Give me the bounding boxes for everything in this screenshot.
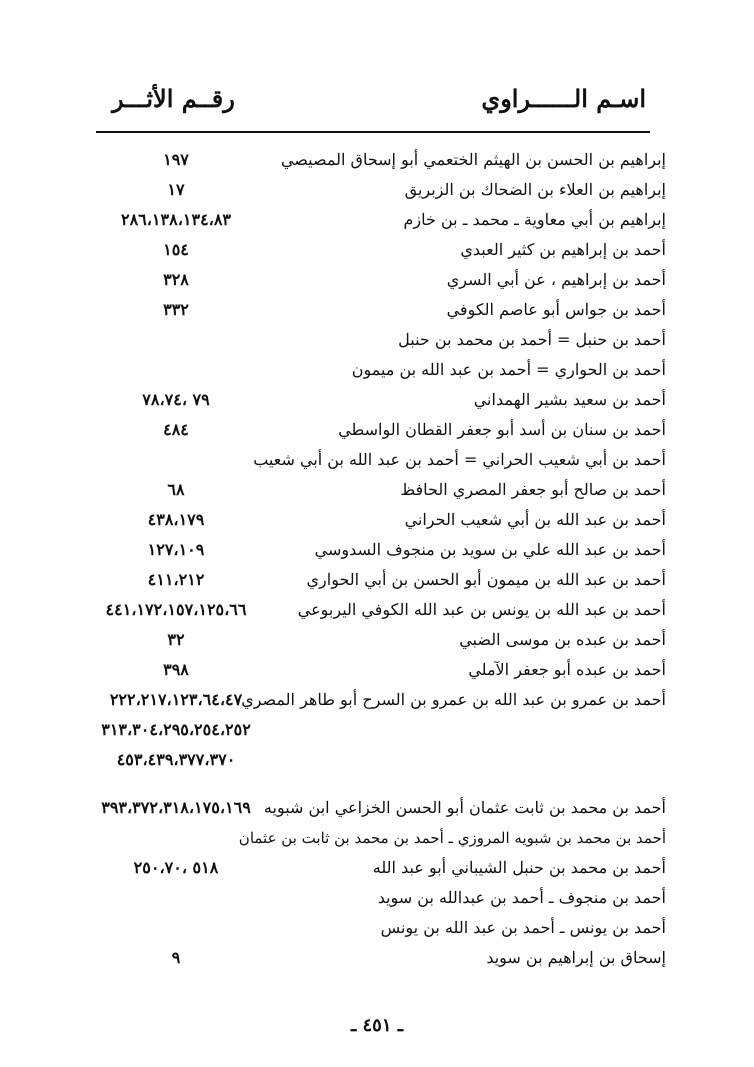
narrator-name: أحمد بن عبده أبو جعفر الآملي [468, 660, 666, 679]
narrator-name: أحمد بن محمد بن شبويه المروزي ـ أحمد بن محمد بن ثابت بن عثمان [238, 829, 666, 847]
table-row [0, 746, 754, 776]
reference-numbers: ٧٩ ،٧٨،٧٤ [142, 390, 210, 409]
reference-numbers: ٩ [171, 948, 181, 967]
narrator-name: إبراهيم بن أبي معاوية ـ محمد ـ بن خازم [403, 210, 666, 229]
narrator-name: أحمد بن صالح أبو جعفر المصري الحافظ [400, 480, 666, 499]
reference-numbers: ٣٩٨ [163, 660, 189, 679]
reference-numbers: ٤٤١،١٧٢،١٥٧،١٢٥،٦٦ [105, 600, 247, 619]
table-row [0, 716, 754, 746]
reference-numbers: ٤٣٨،١٧٩ [147, 510, 205, 529]
table-row [0, 506, 754, 536]
reference-numbers: ٣٣٢ [163, 300, 189, 319]
narrator-name: أحمد بن جواس أبو عاصم الكوفي [446, 300, 666, 319]
narrator-name: أحمد بن سنان بن أسد أبو جعفر القطان الواسطي [338, 420, 666, 439]
reference-numbers: ٢٢٢،٢١٧،١٢٣،٦٤،٤٧ [109, 690, 243, 709]
narrator-name: أحمد بن منجوف ـ أحمد بن عبدالله بن سويد [377, 888, 666, 907]
narrator-name: أحمد بن عبد الله علي بن سويد بن منجوف السدوسي [314, 540, 666, 559]
reference-numbers: ٤٨٤ [163, 420, 189, 439]
reference-numbers: ٣٢٨ [163, 270, 189, 289]
narrator-name: أحمد بن عبده بن موسى الضبي [459, 630, 666, 649]
index-entries [0, 146, 754, 974]
reference-numbers: ٤٥٣،٤٣٩،٣٧٧،٣٧٠ [116, 750, 236, 769]
table-row [0, 884, 754, 914]
table-row [0, 794, 754, 824]
table-row [0, 944, 754, 974]
table-row [0, 296, 754, 326]
table-row [0, 914, 754, 944]
header-divider [96, 131, 650, 133]
reference-numbers: ١٥٤ [163, 240, 189, 259]
narrator-name: أحمد بن عبد الله بن أبي شعيب الحراني [404, 510, 666, 529]
table-row [0, 596, 754, 626]
table-row [0, 416, 754, 446]
reference-numbers: ٤١١،٢١٢ [147, 570, 205, 589]
table-row [0, 854, 754, 884]
reference-numbers: ١٢٧،١٠٩ [147, 540, 205, 559]
table-row [0, 176, 754, 206]
narrator-name: أحمد بن الحواري = أحمد بن عبد الله بن ميمون [351, 360, 666, 379]
narrator-name-heading: اسـم الــــــراوي [481, 84, 646, 113]
table-row [0, 686, 754, 716]
reference-numbers: ١٧ [167, 180, 185, 199]
reference-numbers: ٣١٣،٣٠٤،٢٩٥،٢٥٤،٢٥٢ [101, 720, 251, 739]
table-row [0, 206, 754, 236]
reference-numbers: ٦٨ [167, 480, 185, 499]
page-number: ـ ٤٥١ ـ [350, 1015, 404, 1036]
table-row [0, 476, 754, 506]
table-row [0, 266, 754, 296]
table-row [0, 326, 754, 356]
table-row [0, 656, 754, 686]
reference-numbers: ٣٩٣،٣٧٢،٣١٨،١٧٥،١٦٩ [101, 798, 251, 817]
narrator-name: أحمد بن عبد الله بن ميمون أبو الحسن بن أبي الحواري [306, 570, 666, 589]
table-row [0, 536, 754, 566]
table-row [0, 566, 754, 596]
table-row [0, 824, 754, 854]
table-header [0, 84, 754, 124]
narrator-name: إسحاق بن إبراهيم بن سويد [486, 948, 666, 967]
narrator-name: أحمد بن محمد بن ثابت عثمان أبو الحسن الخزاعي ابن شبويه [263, 798, 666, 817]
reference-numbers: ٢٨٦،١٣٨،١٣٤،٨٣ [120, 210, 232, 229]
reference-number-heading: رقــم الأثـــر [112, 84, 235, 113]
narrator-name: أحمد بن يونس ـ أحمد بن عبد الله بن يونس [380, 918, 666, 937]
table-row [0, 626, 754, 656]
narrator-name: أحمد بن محمد بن حنبل الشيباني أبو عبد الله [372, 858, 666, 877]
reference-numbers: ٣٢ [167, 630, 185, 649]
narrator-name: أحمد بن إبراهيم ، عن أبي السري [446, 270, 666, 289]
narrator-name: أحمد بن عبد الله بن يونس بن عبد الله الكوفي اليربوعي [297, 600, 666, 619]
narrator-name: أحمد بن سعيد بشير الهمداني [473, 390, 666, 409]
narrator-name: إبراهيم بن العلاء بن الضحاك بن الزبريق [404, 180, 666, 199]
table-row [0, 356, 754, 386]
reference-numbers: ١٩٧ [163, 150, 189, 169]
narrator-name: أحمد بن عمرو بن عبد الله بن عمرو بن السرح أبو طاهر المصري [241, 690, 666, 709]
narrator-name: أحمد بن إبراهيم بن كثير العبدي [460, 240, 666, 259]
narrator-name: إبراهيم بن الحسن بن الهيثم الختعمي أبو إسحاق المصيصي [280, 150, 666, 169]
narrator-name: أحمد بن حنبل = أحمد بن محمد بن حنبل [398, 330, 666, 349]
table-row [0, 386, 754, 416]
narrator-name: أحمد بن أبي شعيب الحراني = أحمد بن عبد الله بن أبي شعيب [253, 450, 666, 469]
table-row [0, 446, 754, 476]
table-row [0, 146, 754, 176]
table-row [0, 236, 754, 266]
reference-numbers: ٥١٨ ،٢٥٠،٧٠ [133, 858, 219, 877]
